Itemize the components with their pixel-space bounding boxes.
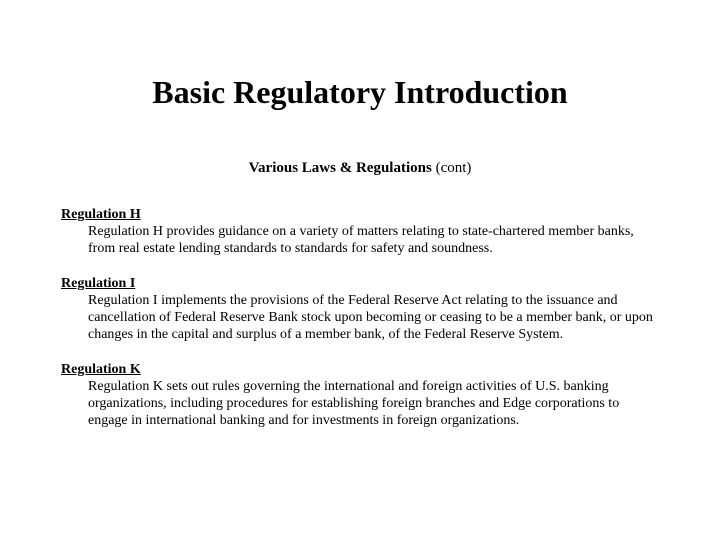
regulation-h-section xyxy=(61,206,661,257)
regulation-k-description: Regulation K sets out rules governing the international and foreign activities of U.S. banking organizations, including procedures for establishing foreign branches and Edge corporations to engage in international banking and for investments in foreign organizations. xyxy=(88,379,620,428)
regulation-i-section xyxy=(61,275,661,343)
regulation-k-heading: Regulation K xyxy=(61,362,141,377)
regulation-i-description: Regulation I implements the provisions of the Federal Reserve Act relating to the issuance and cancellation of Federal Reserve Bank stock upon becoming or ceasing to be a member bank, or upon changes in the capital and surplus of a member bank, of the Federal Reserve System. xyxy=(88,293,653,342)
slide-title: Basic Regulatory Introduction xyxy=(152,74,568,110)
subtitle-suffix: (cont) xyxy=(435,160,472,176)
regulation-h-description: Regulation H provides guidance on a variety of matters relating to state-chartered member banks, from real estate lending standards to standards for safety and soundness. xyxy=(88,224,634,256)
regulation-h-heading: Regulation H xyxy=(61,207,141,222)
regulation-k-section xyxy=(61,361,661,429)
regulations-list xyxy=(61,206,661,447)
slide-subtitle xyxy=(0,160,720,177)
subtitle-main: Various Laws & Regulations xyxy=(248,160,432,176)
regulation-i-heading: Regulation I xyxy=(61,276,136,291)
